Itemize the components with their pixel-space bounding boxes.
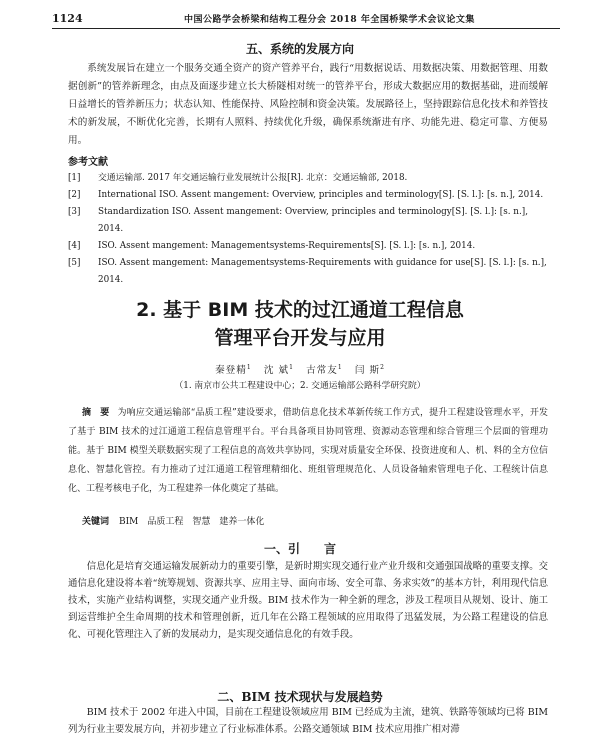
reference-text: International ISO. Assent mangement: Overview, principles and terminology[S]. [S. l.]: [s. n.], 2014. [98,190,544,200]
abstract [68,404,548,499]
reference-number: [5] [68,258,81,268]
reference-number: [1] [68,173,81,183]
author-name: 古常友 [306,365,338,376]
abstract-text: 为响应交通运输部“品质工程”建设要求，借助信息化技术革新传统工作方式，提升工程建设管理水平，开发了基于 BIM 技术的过江通道工程信息管理平台。平台具备项目协同管理、资源动态管理和综合管理三个层面的管理功能。基于 BIM 模型关联数据实现了工程信息的高效共享协同，实现对质量安全环保、投资进度和人、机、料的全方位信息化、智慧化管控。有力推动了过江通道工程管理精细化、班组管理规范化、人员设备轴索管理电子化、工程统计信息化、工程考核电子化，为工程建养一体化奠定了基础。 [68,408,548,494]
running-header [52,8,560,29]
section5-title: 五、系统的发展方向 [245,42,354,56]
section5-body: 系统发展旨在建立一个服务交通全资产的资产管养平台，践行“用数据说话、用数据决策、用数据管理、用数据创新”的管养新理念，由点及面逐步建立长大桥隧相对统一的管养平台，形成大数据应用的数据基础，进而缓解日益增长的管养新压力；状态认知、性能保持、风险控制和资金决策。发展路径上，坚持跟踪信息化技术和养管技术的新发展，不断优化完善，长期有人照料、持续优化升级，确保系统渐进有序、功能先进、稳定可靠、方便易用。 [68,63,548,146]
author-list [0,362,600,376]
section2-title: 二、BIM 技术现状与发展趋势 [217,690,383,704]
reference-item [68,170,548,187]
article-title [0,296,600,352]
article-title-line1: 2. 基于 BIM 技术的过江通道工程信息 [136,299,464,321]
page-number: 1124 [52,12,83,25]
article-title-line2: 管理平台开发与应用 [214,327,386,349]
reference-text: 交通运输部. 2017 年交通运输行业发展统计公报[R]. 北京：交通运输部, 2018. [98,173,408,183]
reference-number: [3] [68,207,81,217]
section1-body: 信息化是培育交通运输发展新动力的重要引擎，是新时期实现交通行业产业升级和交通强国战略的重要支撑。交通信息化建设将本着“统筹规划、资源共享、应用主导、面向市场、安全可靠、务求实效”的基本方针，利用现代信息技术，实施产业结构调整，实现交通产业升级。BIM 技术作为一种全新的理念，涉及工程项目从规划、设计、施工到运营维护全生命周期的技术和管理创新，近几年在公路工程领域的应用取得了迅猛发展，为公路工程建设的信息化、可视化管理注入了新的发展动力，是实现交通信息化的有效手段。 [68,561,548,640]
reference-text: ISO. Assent mangement: Managementsystems-Requirements with guidance for use[S]. [S. l.]: [s. n.], 2014. [98,258,547,285]
author-affiliation-mark: 1 [289,363,294,371]
reference-text: ISO. Assent mangement: Managementsystems-Requirements[S]. [S. l.]: [s. n.], 2014. [98,241,476,251]
reference-list [68,170,548,289]
abstract-label: 摘 要 [82,408,110,418]
keywords-text: BIM 品质工程 智慧 建养一体化 [119,517,265,527]
reference-item [68,204,548,238]
section1-title: 一、引 言 [263,542,336,556]
reference-number: [2] [68,190,81,200]
affiliation: （1. 南京市公共工程建设中心；2. 交通运输部公路科学研究院） [174,381,426,391]
author-name: 沈 斌 [263,365,290,376]
keywords [82,514,264,527]
reference-number: [4] [68,241,81,251]
author-name: 秦登精 [215,365,247,376]
author-affiliation-mark: 2 [380,363,385,371]
reference-text: Standardization ISO. Assent mangement: Overview, principles and terminology[S]. [S. l.]: [s. n.], 2014. [98,207,528,234]
reference-item [68,238,548,255]
reference-item [68,255,548,289]
author-affiliation-mark: 1 [337,363,343,371]
running-title: 中国公路学会桥梁和结构工程分会 2018 年全国桥梁学术会议论文集 [184,15,475,25]
section2-body: BIM 技术于 2002 年进入中国，目前在工程建设领域应用 BIM 已经成为主流，建筑、铁路等领域均已将 BIM 列为行业主要发展方向，并初步建立了行业标准体系。公路交通领域 BIM 技术应用推广相对滞 [68,707,548,735]
references-heading: 参考文献 [68,157,108,168]
reference-item [68,187,548,204]
keywords-label: 关键词 [82,517,110,527]
author-name: 闫 斯 [354,365,381,376]
author-affiliation-mark: 1 [246,363,252,371]
